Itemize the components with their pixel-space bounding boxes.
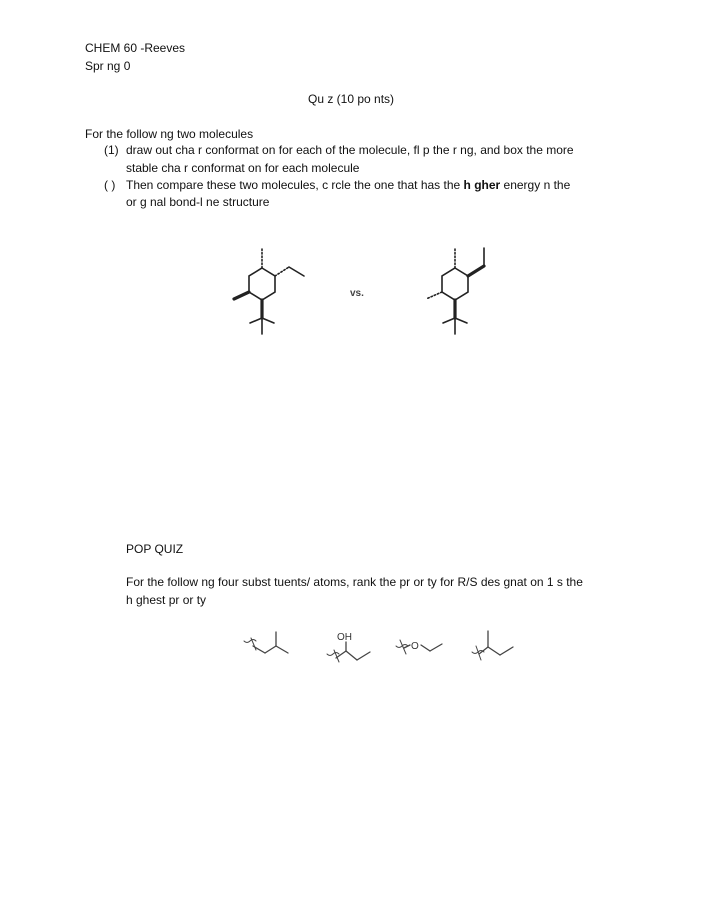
item-2-line-1-post: energy n the <box>500 178 571 192</box>
quiz-title: Qu z (10 po nts) <box>308 92 395 106</box>
o-label: O <box>411 641 419 652</box>
item-1-marker: (1) <box>104 143 119 157</box>
molecule-right <box>426 248 484 334</box>
item-2-marker: ( ) <box>104 178 116 192</box>
question-intro: For the follow ng two molecules <box>85 127 254 141</box>
item-2-bold-word: h gher <box>463 178 501 192</box>
pop-quiz-line-1: For the follow ng four subst tuents/ atoms, rank the pr or ty for R/S des gnat on 1 s the <box>126 575 583 589</box>
item-2-line-2: or g nal bond-l ne structure <box>126 195 270 209</box>
molecule-left <box>234 248 304 334</box>
pop-quiz-line-2: h ghest pr or ty <box>126 593 207 607</box>
item-2-line-1-pre: Then compare these two molecules, c rcle the one that has the <box>126 178 464 192</box>
item-1-line-2: stable cha r conformat on for each molecule <box>126 161 360 175</box>
item-1-line-1: draw out cha r conformat on for each of the molecule, fl p the r ng, and box the more <box>126 143 574 157</box>
pop-quiz-heading: POP QUIZ <box>126 542 184 556</box>
oh-label: OH <box>337 632 352 643</box>
vs-label: vs. <box>350 288 364 299</box>
course-header: CHEM 60 -Reeves <box>85 41 186 55</box>
term-header: Spr ng 0 <box>85 59 131 73</box>
